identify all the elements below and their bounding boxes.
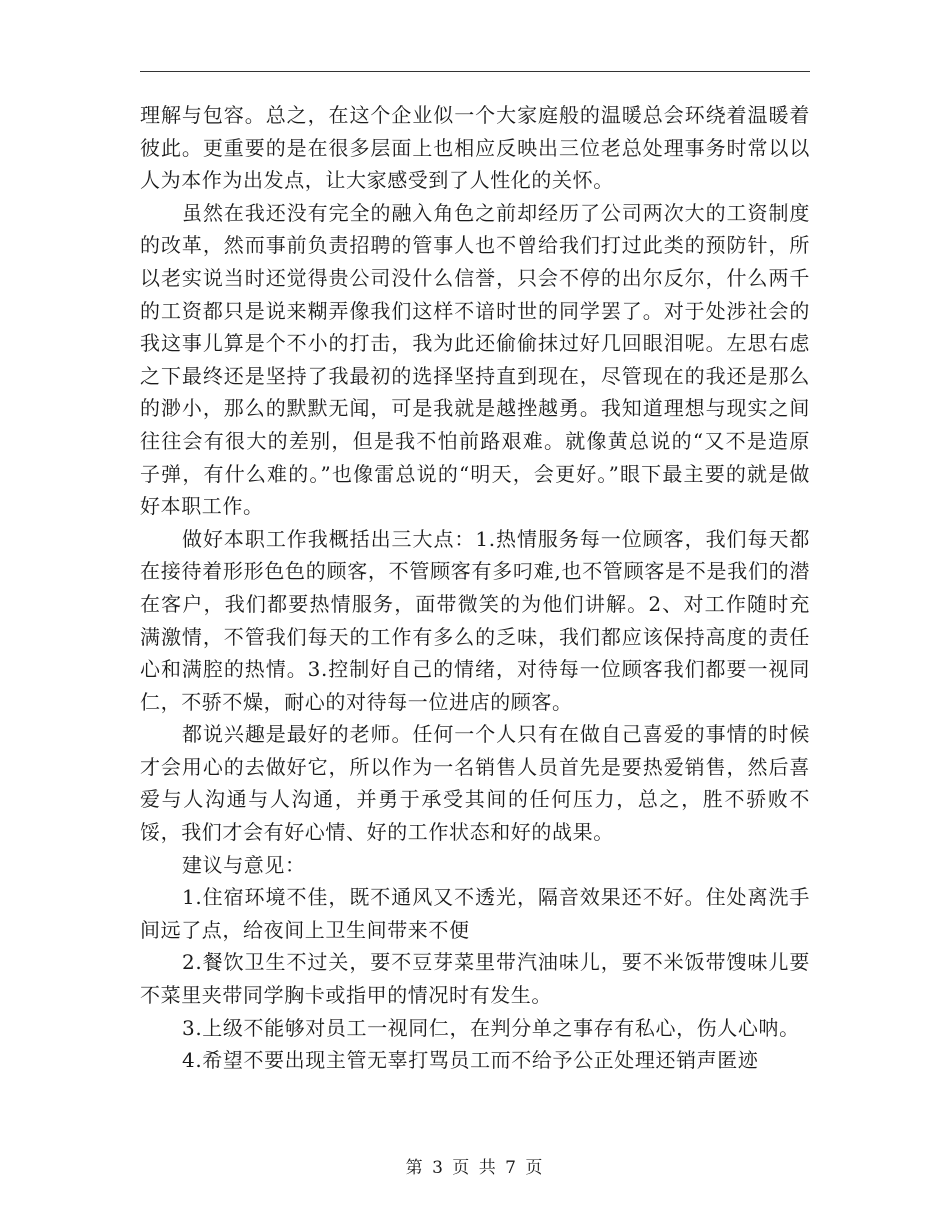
paragraph-3: 做好本职工作我概括出三大点：1.热情服务每一位顾客，我们每天都在接待着形形色色的顾客，不管顾客有多叼难,也不管顾客是不是我们的潜在客户，我们都要热情服务，面带微笑的为他们讲解。2、对工作随时充满激情，不管我们每天的工作有多么的乏味，我们都应该保持高度的责任心和满腔的热情。3.控制好自己的情绪，对待每一位顾客我们都要一视同仁，不骄不燥，耐心的对待每一位进店的顾客。 xyxy=(140,526,810,714)
document-body xyxy=(140,99,810,1077)
paragraph-2: 虽然在我还没有完全的融入角色之前却经历了公司两次大的工资制度的改革，然而事前负责招聘的管事人也不曾给我们打过此类的预防针，所以老实说当时还觉得贵公司没什么信誉，只会不停的出尔反尔，什么两千的工资都只是说来糊弄像我们这样不谙时世的同学罢了。对于处涉社会的我这事儿算是个不小的打击，我为此还偷偷抹过好几回眼泪呢。左思右虑之下最终还是坚持了我最初的选择坚持直到现在，尽管现在的我还是那么的渺小，那么的默默无闻，可是我就是越挫越勇。我知道理想与现实之间往往会有很大的差别，但是我不怕前路艰难。就像黄总说的“又不是造原子弹，有什么难的。”也像雷总说的“明天，会更好。”眼下最主要的就是做好本职工作。 xyxy=(140,200,810,519)
header-rule xyxy=(140,71,810,72)
suggestion-item-1: 1.住宿环境不佳，既不通风又不透光，隔音效果还不好。住处离洗手间远了点，给夜间上卫生间带来不便 xyxy=(140,885,810,942)
page-number-label: 第 3 页 共 7 页 xyxy=(405,1158,545,1178)
suggestion-item-2: 2.餐饮卫生不过关，要不豆芽菜里带汽油味儿，要不米饭带馊味儿要不菜里夹带同学胸卡或指甲的情况时有发生。 xyxy=(140,950,810,1008)
page-footer xyxy=(0,1153,950,1178)
paragraph-1: 理解与包容。总之，在这个企业似一个大家庭般的温暖总会环绕着温暖着彼此。更重要的是在很多层面上也相应反映出三位老总处理事务时常以以人为本作为出发点，让大家感受到了人性化的关怀。 xyxy=(140,103,810,193)
suggestion-item-4: 4.希望不要出现主管无辜打骂员工而不给予公正处理还销声匿迹 xyxy=(182,1048,759,1073)
suggestion-item-3: 3.上级不能够对员工一视同仁，在判分单之事存有私心，伤人心呐。 xyxy=(182,1015,800,1040)
suggestions-heading: 建议与意见： xyxy=(182,852,306,877)
paragraph-4: 都说兴趣是最好的老师。任何一个人只有在做自己喜爱的事情的时候才会用心的去做好它，所以作为一名销售人员首先是要热爱销售，然后喜爱与人沟通与人沟通，并勇于承受其间的任何压力，总之，胜不骄败不馁，我们才会有好心情、好的工作状态和好的战果。 xyxy=(140,722,810,845)
